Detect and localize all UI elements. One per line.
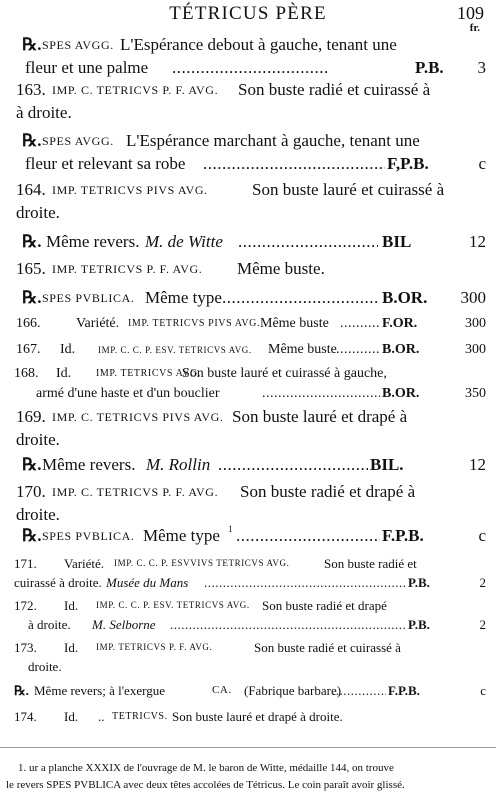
entry-line: [0, 575, 496, 594]
dot-leader: [236, 526, 380, 546]
entry-text: Variété.: [64, 556, 105, 571]
entry-text: L'Espérance debout à gauche, tenant une: [120, 35, 397, 54]
footnote-divider: [0, 747, 496, 748]
dot-leader: [336, 342, 380, 358]
entry-line: [0, 259, 496, 282]
rarity-mark: F.P.B.: [388, 683, 420, 698]
legend-text: IMP. TETRICVS AVG.: [96, 368, 201, 379]
reverse-symbol: ℞.: [22, 288, 42, 307]
entry-text: Id.: [64, 709, 79, 724]
entry-text: droite.: [16, 203, 60, 222]
page-number: 109: [457, 3, 484, 23]
entry-line: [0, 232, 496, 255]
catalogue-entry: [0, 288, 496, 311]
price-value: 300: [465, 316, 486, 331]
rarity-mark: B.OR.: [382, 342, 420, 357]
rarity-mark: P.B.: [408, 575, 430, 590]
dot-leader: [204, 575, 406, 591]
page-title: TÉTRICUS PÈRE: [169, 3, 327, 24]
entry-text: 170.: [16, 482, 46, 501]
dot-leader: [170, 617, 406, 633]
legend-text: IMP. C. TETRICVS P. F. AVG.: [52, 82, 219, 97]
entry-line: [0, 131, 496, 154]
legend-text: IMP. C. C. P. ESV. TETRICVS AVG.: [96, 600, 250, 610]
entry-line: [0, 455, 496, 478]
entry-line: [0, 709, 496, 728]
entry-text: à droite.: [28, 617, 71, 632]
rarity-mark: BIL.: [370, 455, 404, 474]
entry-text: Même buste: [268, 342, 337, 357]
entry-line: [0, 203, 496, 226]
entry-text: Même type: [145, 288, 222, 307]
entry-text: Musée du Mans: [106, 575, 189, 590]
catalogue-entry: [0, 407, 496, 453]
catalogue-entry: [0, 80, 496, 126]
catalogue-entry: [0, 526, 496, 549]
entry-text: Même buste: [260, 316, 329, 331]
entry-text: Même revers.: [42, 455, 136, 474]
entry-text: 172.: [14, 598, 37, 613]
dot-leader: [340, 316, 380, 332]
entry-line: [0, 526, 496, 549]
footnote-line-2: le revers SPES PVBLICA avec deux têtes accolées de Tétricus. Le coin paraît avoir glissé.: [6, 779, 405, 791]
catalogue-entry: [0, 709, 496, 728]
entry-line: [0, 180, 496, 203]
entry-text: Son buste radié et drapé à: [240, 482, 416, 501]
catalogue-entry: [0, 455, 496, 478]
entry-line: [0, 366, 496, 386]
entry-line: [0, 556, 496, 575]
legend-text: IMP. C. C. P. ESV. TETRICVS AVG.: [98, 344, 252, 355]
entry-text: Id.: [64, 598, 79, 613]
entry-line: [0, 640, 496, 659]
entry-text: 164.: [16, 180, 46, 199]
entry-text: droite.: [28, 659, 62, 674]
entry-text: 166.: [16, 316, 41, 331]
rarity-mark: F.P.B.: [382, 526, 424, 545]
entry-text: Son buste lauré et drapé à: [232, 407, 408, 426]
entry-line: [0, 288, 496, 311]
legend-text: SPES PVBLICA.: [42, 528, 135, 543]
entry-text: 169.: [16, 407, 46, 426]
entry-text: droite.: [16, 505, 60, 524]
entry-line: [0, 407, 496, 430]
entry-line: [0, 430, 496, 453]
entry-line: [0, 617, 496, 636]
entry-text: Id.: [60, 342, 76, 357]
catalogue-entry: [0, 342, 496, 362]
entry-line: [0, 482, 496, 505]
entry-line: [0, 316, 496, 336]
entry-text: Son buste radié et drapé: [262, 598, 387, 613]
price-unit-label: fr.: [469, 22, 480, 34]
entry-text: M. de Witte: [145, 232, 223, 251]
rarity-mark: BIL: [382, 232, 412, 251]
catalogue-entry: [0, 232, 496, 255]
rarity-mark: B.OR.: [382, 386, 420, 401]
catalogue-entry: [0, 259, 496, 282]
dot-leader: [238, 232, 378, 252]
entry-line: [0, 659, 496, 678]
rarity-mark: F.OR.: [382, 316, 418, 331]
entry-text: armé d'une haste et d'un bouclier: [36, 386, 220, 401]
price-value: c: [480, 683, 486, 698]
entry-text: Même revers.: [46, 232, 140, 251]
entry-text: Son buste radié et cuirassé à: [254, 640, 401, 655]
price-value: 2: [479, 575, 486, 590]
catalogue-entry: [0, 482, 496, 528]
catalogue-entry: [0, 556, 496, 594]
dot-leader: [262, 386, 380, 402]
entry-text: Son buste lauré et drapé à droite.: [172, 709, 343, 724]
entry-text: 171.: [14, 556, 37, 571]
dot-leader: [332, 683, 386, 699]
catalogue-entry: [0, 366, 496, 406]
entry-line: [0, 58, 496, 81]
entry-text: 165.: [16, 259, 46, 278]
price-value: 12: [469, 455, 486, 474]
entry-text: Son buste radié et: [324, 556, 417, 571]
catalogue-entry: [0, 640, 496, 678]
entry-text: fleur et relevant sa robe: [25, 154, 186, 173]
entry-text: à droite.: [16, 103, 72, 122]
entry-text: 174.: [14, 709, 37, 724]
dot-leader: [218, 455, 368, 475]
entry-text: Son buste lauré et cuirassé à gauche,: [182, 366, 387, 381]
entry-line: [0, 103, 496, 126]
legend-text: IMP. C. TETRICVS P. F. AVG.: [52, 484, 219, 499]
legend-text: IMP. TETRICVS PIVS AVG.: [128, 318, 261, 329]
entry-text: M. Rollin: [146, 455, 211, 474]
price-value: 350: [465, 386, 486, 401]
catalogue-entry: [0, 598, 496, 636]
legend-text: SPES AVGG.: [42, 37, 114, 52]
legend-text: CA.: [212, 684, 232, 696]
entry-line: [0, 342, 496, 362]
legend-text: IMP. TETRICVS PIVS AVG.: [52, 182, 208, 197]
entry-line: [0, 683, 496, 702]
reverse-symbol: ℞.: [22, 232, 42, 251]
entry-text: L'Espérance marchant à gauche, tenant une: [126, 131, 420, 150]
entry-text: Id.: [64, 640, 79, 655]
entry-text: Variété.: [76, 316, 120, 331]
reverse-symbol: ℞.: [22, 35, 42, 54]
entry-text: 173.: [14, 640, 37, 655]
catalogue-entry: [0, 131, 496, 177]
price-value: 300: [460, 288, 486, 307]
legend-text: IMP. C. C. P. ESVVIVS TETRICVS AVG.: [114, 558, 290, 568]
reverse-symbol: ℞.: [22, 526, 42, 545]
price-value: c: [478, 526, 486, 545]
entry-text: 168.: [14, 366, 39, 381]
entry-line: [0, 154, 496, 177]
catalogue-entry: [0, 683, 496, 702]
catalogue-entry: [0, 35, 496, 81]
entry-text: Même type: [143, 526, 220, 545]
entry-text: 1: [228, 524, 233, 534]
entry-text: Même buste.: [237, 259, 325, 278]
legend-text: TETRICVS.: [112, 710, 168, 722]
entry-line: [0, 505, 496, 528]
entry-line: [0, 80, 496, 103]
price-value: 12: [469, 232, 486, 251]
dot-leader: [203, 154, 385, 174]
price-value: 3: [477, 58, 486, 77]
entry-text: 167.: [16, 342, 41, 357]
rarity-mark: P.B.: [408, 617, 430, 632]
catalogue-entry: [0, 316, 496, 336]
rarity-mark: P.B.: [415, 58, 444, 77]
entry-text: M. Selborne: [92, 617, 156, 632]
legend-text: IMP. TETRICVS P. F. AVG.: [96, 642, 213, 652]
reverse-symbol: ℞.: [22, 131, 42, 150]
reverse-symbol: ℞.: [22, 455, 42, 474]
legend-text: IMP. TETRICVS P. F. AVG.: [52, 261, 203, 276]
legend-text: SPES AVGG.: [42, 133, 114, 148]
catalogue-entry: [0, 180, 496, 226]
rarity-mark: B.OR.: [382, 288, 428, 307]
price-value: 300: [465, 342, 486, 357]
footnote-line-1: 1. ur a planche XXXIX de l'ouvrage de M. le baron de Witte, médaille 144, on trouve: [18, 762, 394, 774]
entry-text: Son buste lauré et cuirassé à: [252, 180, 445, 199]
entry-text: droite.: [16, 430, 60, 449]
entry-text: Son buste radié et cuirassé à: [238, 80, 431, 99]
rarity-mark: F,P.B.: [387, 154, 429, 173]
reverse-symbol: ℞.: [14, 683, 29, 698]
price-value: c: [478, 154, 486, 173]
entry-line: [0, 598, 496, 617]
entry-text: (Fabrique barbare): [244, 683, 342, 698]
legend-text: SPES PVBLICA.: [42, 290, 135, 305]
entry-text: Même revers; à l'exergue: [34, 683, 165, 698]
entry-text: fleur et une palme: [25, 58, 149, 77]
footnote: [0, 762, 496, 796]
dot-leader: [172, 58, 330, 78]
entry-line: [0, 386, 496, 406]
entry-text: Id.: [56, 366, 72, 381]
dot-leader: [222, 288, 380, 308]
entry-text: 163.: [16, 80, 46, 99]
price-value: 2: [479, 617, 486, 632]
legend-text: IMP. C. TETRICVS PIVS AVG.: [52, 409, 224, 424]
entry-text: ..: [98, 709, 105, 724]
entry-text: cuirassé à droite.: [14, 575, 102, 590]
entry-line: [0, 35, 496, 58]
